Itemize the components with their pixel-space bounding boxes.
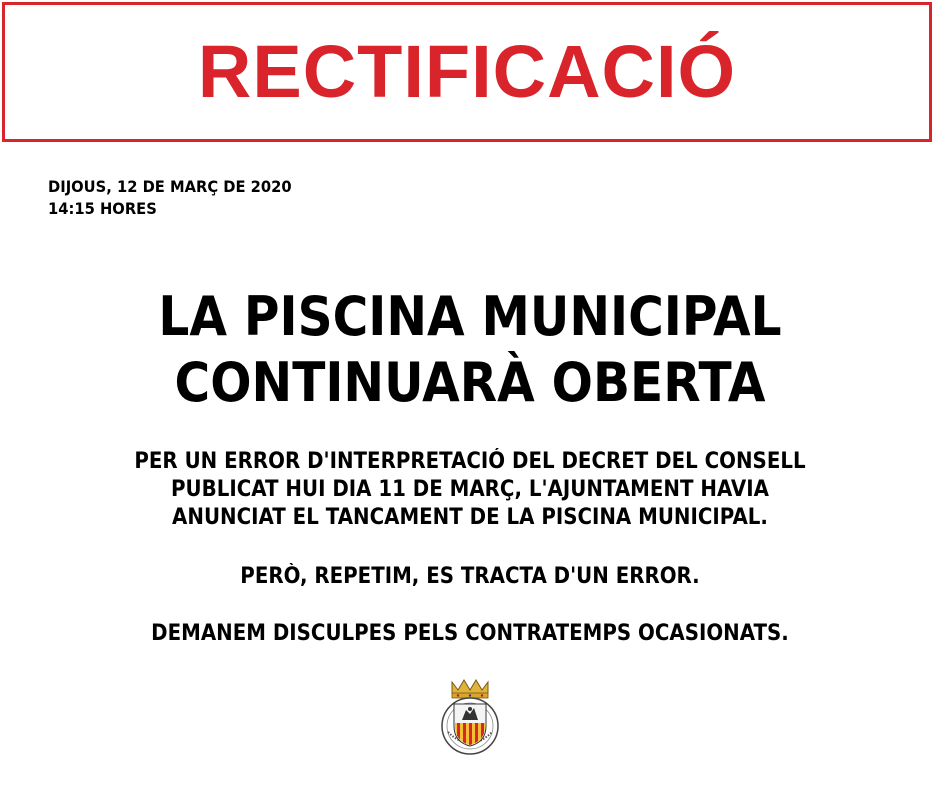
repeat-error-paragraph — [0, 563, 940, 591]
rectification-banner — [2, 2, 932, 142]
headline-line-2: CONTINUARÀ OBERTA — [174, 351, 766, 414]
municipal-coat-of-arms-icon — [438, 676, 502, 756]
explanation-line-3: ANUNCIAT EL TANCAMENT DE LA PISCINA MUNICIPAL. — [172, 505, 768, 530]
headline-line-1: LA PISCINA MUNICIPAL — [158, 285, 782, 348]
time-text: 14:15 HORES — [48, 199, 157, 218]
apology-paragraph — [0, 620, 940, 648]
explanation-line-1: PER UN ERROR D'INTERPRETACIÓ DEL DECRET DEL CONSELL — [134, 449, 806, 474]
explanation-line-2: PUBLICAT HUI DIA 11 DE MARÇ, L'AJUNTAMENT HAVIA — [171, 477, 769, 502]
headline — [0, 284, 940, 416]
banner-title: RECTIFICACIÓ — [197, 30, 737, 113]
apology-line: DEMANEM DISCULPES PELS CONTRATEMPS OCASIONATS. — [151, 621, 789, 646]
explanation-paragraph — [0, 448, 940, 532]
repeat-error-line: PERÒ, REPETIM, ES TRACTA D'UN ERROR. — [240, 564, 700, 589]
date-text: DIJOUS, 12 DE MARÇ DE 2020 — [48, 177, 292, 196]
dateline — [48, 176, 292, 220]
